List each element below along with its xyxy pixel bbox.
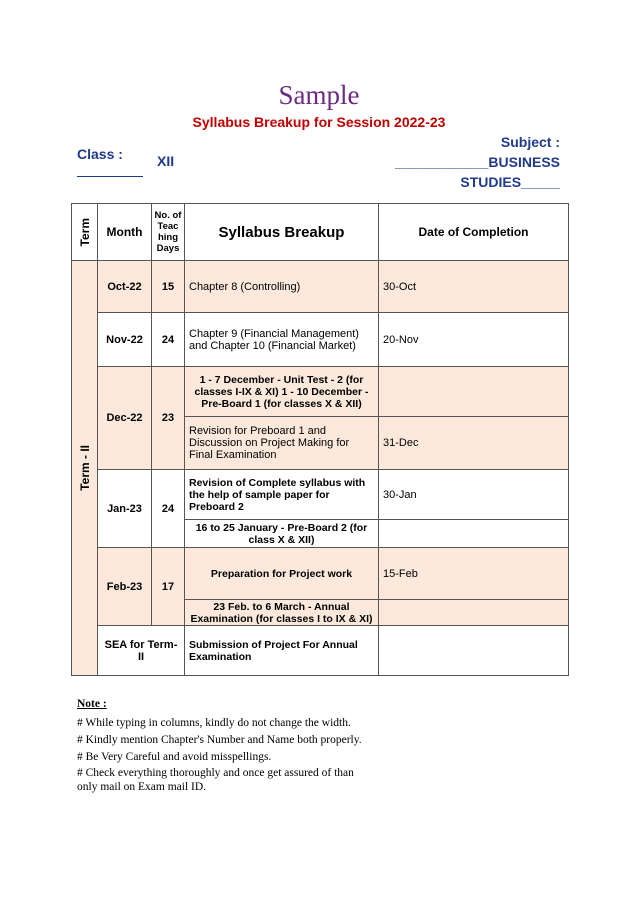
class-label: Class :: [77, 146, 123, 162]
table-row: [72, 367, 569, 417]
syllabus-cell: 1 - 7 December - Unit Test - 2 (for classes I-IX & XI) 1 - 10 December - Pre-Board 1 (for classes X & XII): [185, 367, 379, 417]
month-cell: Oct-22: [98, 261, 152, 313]
subject-value-line2: STUDIES_____: [460, 174, 560, 190]
page-title: Sample: [278, 80, 360, 110]
syllabus-cell: Chapter 9 (Financial Management) and Chapter 10 (Financial Market): [185, 313, 379, 367]
syllabus-table: [71, 203, 569, 676]
table-row: [72, 470, 569, 520]
table-row: [72, 313, 569, 367]
days-cell: 23: [152, 367, 185, 470]
syllabus-cell: Submission of Project For Annual Examination: [185, 626, 379, 676]
table-row: [72, 626, 569, 676]
table-row: [72, 261, 569, 313]
session-subtitle: Syllabus Breakup for Session 2022-23: [192, 114, 446, 130]
date-cell: 31-Dec: [379, 417, 569, 470]
note-line: # Kindly mention Chapter's Number and Name both properly.: [77, 734, 362, 746]
date-cell: 30-Jan: [379, 470, 569, 520]
days-cell: 24: [152, 470, 185, 548]
date-cell: 20-Nov: [379, 313, 569, 367]
month-cell: SEA for Term-II: [98, 626, 185, 676]
syllabus-cell: Revision for Preboard 1 and Discussion on Project Making for Final Examination: [185, 417, 379, 470]
days-cell: 17: [152, 548, 185, 626]
syllabus-cell: 16 to 25 January - Pre-Board 2 (for class X & XII): [185, 520, 379, 548]
class-underline: [77, 176, 143, 177]
note-line: # While typing in columns, kindly do not change the width.: [77, 717, 351, 729]
date-cell: 30-Oct: [379, 261, 569, 313]
days-cell: 15: [152, 261, 185, 313]
class-value: XII: [157, 153, 175, 169]
date-cell-empty: [379, 600, 569, 626]
month-cell: Jan-23: [98, 470, 152, 548]
syllabus-cell: Preparation for Project work: [185, 548, 379, 600]
notes-section: [77, 696, 367, 794]
subject-value-line1: ____________BUSINESS: [394, 154, 560, 170]
header-row: [72, 204, 569, 261]
header-date: Date of Completion: [379, 204, 569, 261]
month-cell: Dec-22: [98, 367, 152, 470]
syllabus-cell: 23 Feb. to 6 March - Annual Examination (for classes I to IX & XI): [185, 600, 379, 626]
note-line: # Be Very Careful and avoid misspellings.: [77, 751, 272, 763]
header-term: Term: [72, 204, 98, 261]
subject-block: [395, 132, 560, 192]
syllabus-cell: Revision of Complete syllabus with the help of sample paper for Preboard 2: [185, 470, 379, 520]
term-cell: Term - II: [72, 261, 98, 676]
days-cell: 24: [152, 313, 185, 367]
date-cell-empty: [379, 367, 569, 417]
table-row: [72, 548, 569, 600]
date-cell: 15-Feb: [379, 548, 569, 600]
date-cell-empty: [379, 520, 569, 548]
header-days: No. of Teac hing Days: [152, 204, 185, 261]
month-cell: Feb-23: [98, 548, 152, 626]
header-syllabus: Syllabus Breakup: [185, 204, 379, 261]
note-line: # Check everything thoroughly and once get assured of than only mail on Exam mail ID.: [77, 767, 354, 793]
notes-heading: Note :: [77, 698, 107, 710]
header-month: Month: [98, 204, 152, 261]
month-cell: Nov-22: [98, 313, 152, 367]
subject-label: Subject :: [500, 134, 560, 150]
syllabus-cell: Chapter 8 (Controlling): [185, 261, 379, 313]
date-cell-empty: [379, 626, 569, 676]
